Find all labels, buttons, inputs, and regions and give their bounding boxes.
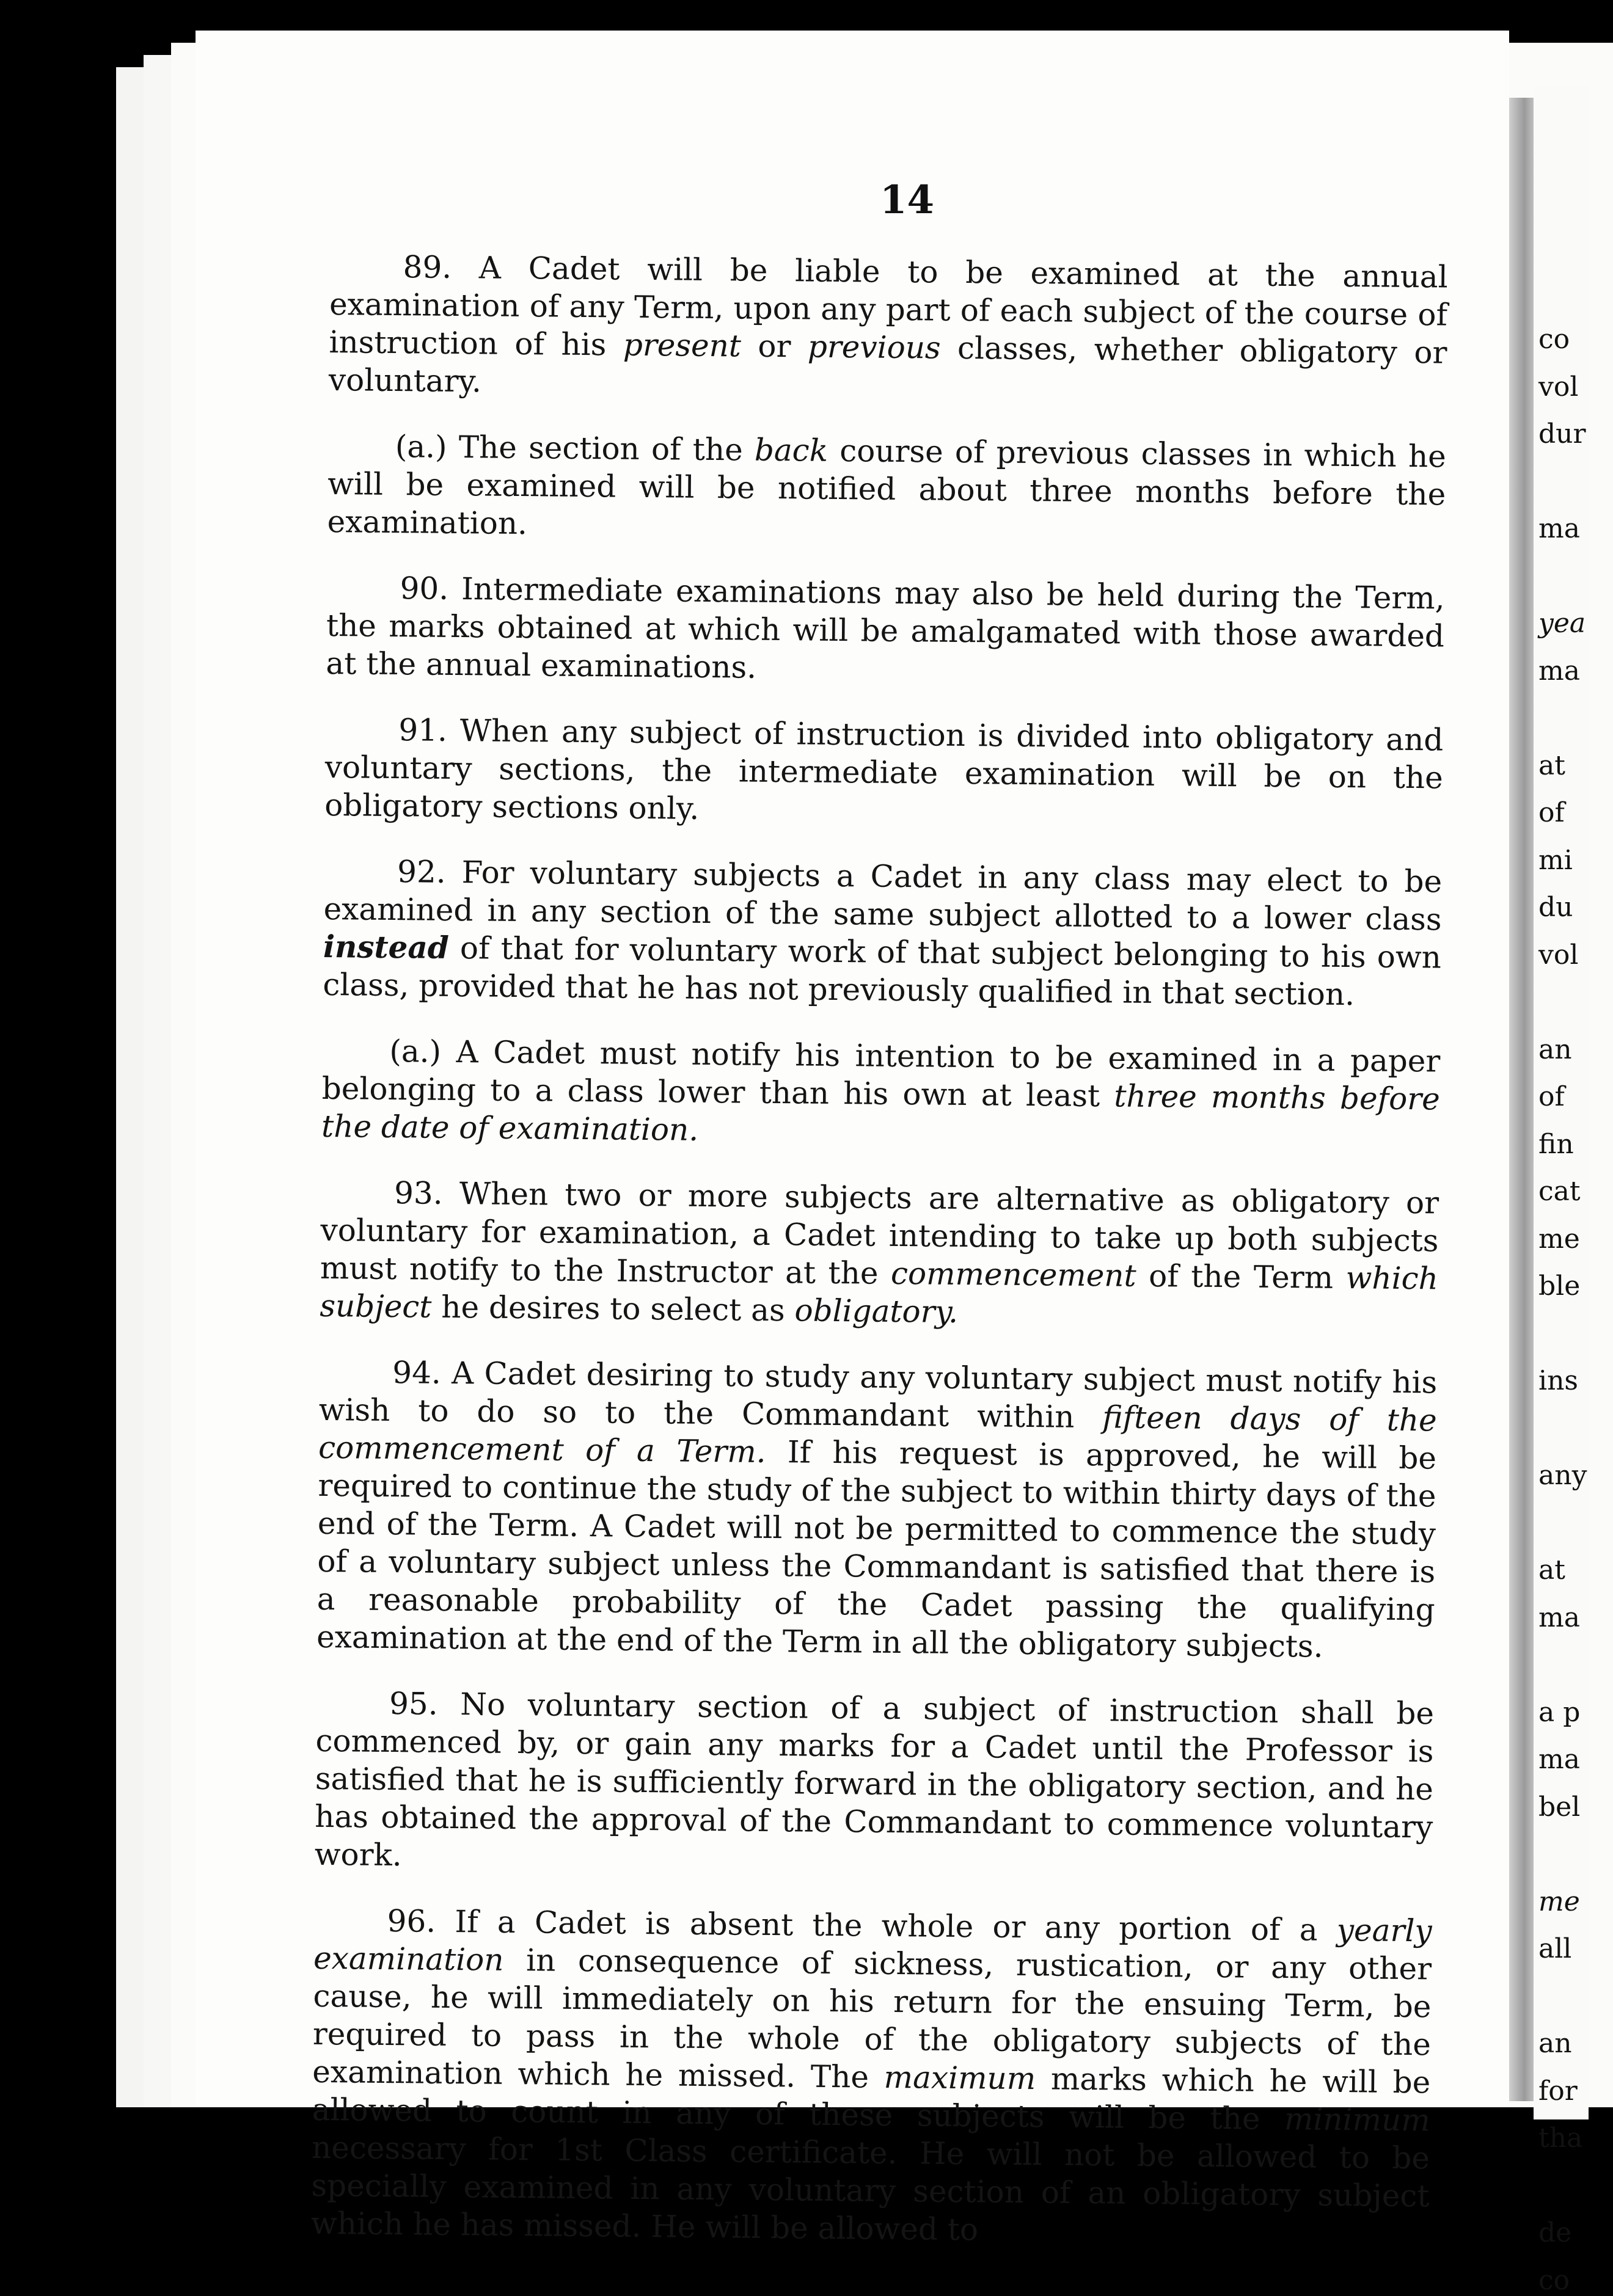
right-page-fragment: of	[1538, 1081, 1565, 1112]
emphasis-text: minimum	[1284, 2101, 1430, 2138]
text-run: he desires to select as	[431, 1289, 795, 1328]
paragraph-94	[316, 1353, 1438, 1667]
right-page-fragment: ins	[1538, 1365, 1578, 1396]
right-page-fragment: yea	[1538, 608, 1586, 639]
emphasis-text: instead	[323, 928, 450, 966]
page-number: 14	[880, 177, 935, 223]
text-run: course of previous classes in which he will be examined will be notified about three months before the examination.	[327, 432, 1447, 542]
text-run: (a.) The section of the	[395, 429, 755, 468]
right-page-fragment: ma	[1538, 1744, 1580, 1775]
paragraph-95	[314, 1684, 1434, 1884]
text-run: 95. No voluntary section of a subject of instruction shall be commenced by, or gain any marks for a Cadet until the Professor is satisfied that he is sufficiently forward in the obligatory section, and he has obtained the approval of the Commandant to commence voluntary work.	[314, 1686, 1435, 1873]
text-run: 94. A Cadet desiring to study any voluntary subject must notify his wish to do so to the Commandant within	[318, 1355, 1438, 1435]
right-page-fragment: me	[1538, 1223, 1580, 1255]
right-page-fragment: cat	[1538, 1176, 1581, 1207]
emphasis-text: back	[754, 432, 828, 468]
text-run: in consequence of sickness, rustication, or any other cause, he will immediately on his return for the ensuing Term, be required to pass in the whole of the obligatory subjects of the examination which he missed. The	[312, 1942, 1432, 2095]
right-page-fragment: ma	[1538, 513, 1580, 544]
emphasis-text	[323, 928, 449, 966]
paragraph-89a	[327, 427, 1446, 552]
right-page-fragment: du	[1538, 892, 1573, 923]
right-page-fragment: me	[1538, 1886, 1580, 1917]
right-page-fragment: tha	[1538, 2123, 1583, 2154]
text-run: 92. For voluntary subjects a Cadet in any class may elect to be examined in any section of the same subject allotted to a lower class	[323, 854, 1443, 938]
right-page-fragment: an	[1538, 1033, 1572, 1065]
right-page-fragment: at	[1538, 749, 1565, 781]
right-page-fragment: an	[1538, 2028, 1572, 2059]
emphasis-text: yearly examination	[313, 1912, 1432, 1978]
right-page-fragment: a p	[1538, 1696, 1581, 1728]
text-run: classes, whether obligatory or voluntary.	[328, 330, 1447, 399]
right-page-partial	[1534, 86, 1589, 2296]
emphasis-text: previous	[807, 329, 941, 366]
right-page-fragment: de	[1538, 2217, 1572, 2248]
right-page-fragment: at	[1538, 1554, 1565, 1586]
paragraph-90	[326, 569, 1445, 693]
text-run: of that for voluntary work of that subject belonging to his own class, provided that he has not previously qualified in that section.	[323, 930, 1442, 1013]
right-page-fragment: co	[1538, 324, 1570, 355]
text-run: 91. When any subject of instruction is divided into obligatory and voluntary sections, the intermediate examination will be on the obligatory sections only.	[324, 712, 1444, 826]
right-page-fragment: of	[1538, 797, 1565, 828]
paragraph-89	[329, 247, 1448, 410]
paragraph-92	[323, 852, 1442, 1015]
text-run: or	[741, 328, 808, 365]
text-run: If his request is approved, he will be required to continue the study of the subject to within thirty days of the end of the Term. A Cadet will not be permitted to commence the study of a voluntary subject unless the Commandant is satisfied that there is a reasonable probability of the Cadet passing the qualifying examination at the end of the Term in all the obligatory subjects.	[316, 1434, 1437, 1664]
right-page-fragment: ma	[1538, 1602, 1580, 1633]
text-run: 89. A Cadet will be liable to be examined at the annual examination of any Term, upon any part of each subject of the course of instruction of his	[329, 249, 1448, 363]
emphasis-text: commencement	[890, 1255, 1136, 1294]
text-run: 96. If a Cadet is absent the whole or any portion of a	[387, 1903, 1337, 1948]
text-run: of the Term	[1136, 1258, 1346, 1296]
text-run: (a.) A Cadet must notify his intention to be examined in a paper belonging to a class lower than his own at least	[321, 1033, 1441, 1114]
right-page-fragment: vol	[1538, 371, 1579, 403]
paragraph-96	[311, 1901, 1432, 2253]
right-page-fragment: for	[1538, 2075, 1578, 2107]
text-run: 93. When two or more subjects are alternative as obligatory or voluntary for examination, a Cadet intending to take up both subjects must notify to the Instructor at the	[320, 1175, 1439, 1291]
right-page-fragment: bel	[1538, 1791, 1581, 1823]
right-page-fragment: all	[1538, 1933, 1572, 1964]
right-page-fragment: co	[1538, 2264, 1570, 2296]
right-page-fragment: mi	[1538, 844, 1573, 876]
emphasis-text: obligatory.	[794, 1292, 959, 1330]
text-run: 90. Intermediate examinations may also be held during the Term, the marks obtained at which will be amalgamated with those awarded at the annual examinations.	[326, 570, 1445, 685]
scan-speck	[58, 1081, 67, 1090]
text-run: marks which he will be allowed to count in any of these subjects will be the	[312, 2061, 1431, 2137]
right-page-fragment: ma	[1538, 655, 1580, 687]
emphasis-text: which subject	[320, 1260, 1439, 1325]
body-text	[310, 247, 1448, 2281]
paragraph-92a	[321, 1032, 1441, 1156]
emphasis-text: three months before the date of examination.	[321, 1078, 1440, 1148]
right-page-fragment: dur	[1538, 418, 1586, 450]
emphasis-text: present	[623, 327, 742, 364]
right-page-fragment: vol	[1538, 939, 1579, 971]
right-page-fragment: fin	[1538, 1128, 1574, 1160]
paragraph-91	[324, 710, 1444, 835]
text-run: necessary for 1st Class certificate. He will not be allowed to be specially examined in any voluntary section of an obligatory subject which he has missed. He will be allowed to	[310, 2129, 1430, 2248]
emphasis-text: fifteen days of the commencement of a Term.	[318, 1399, 1437, 1470]
paragraph-93	[320, 1173, 1439, 1336]
right-page-fragment: ble	[1538, 1270, 1581, 1302]
right-page-fragment: any	[1538, 1460, 1587, 1491]
emphasis-text: maximum	[883, 2059, 1036, 2097]
